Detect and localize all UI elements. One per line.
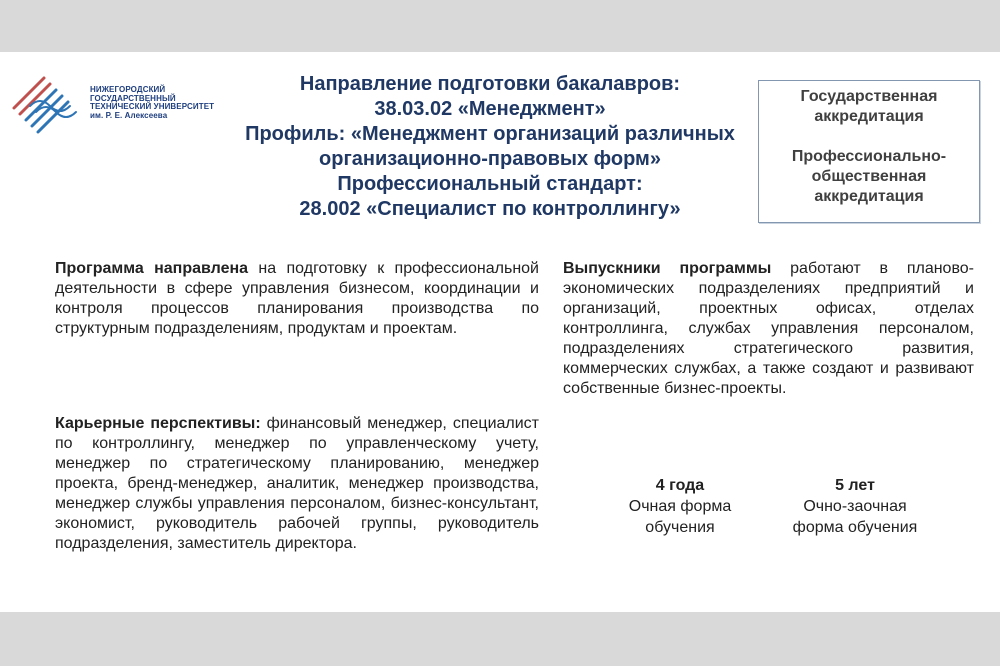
title-line-5: Профессиональный стандарт:	[337, 173, 643, 195]
career-text: финансовый менеджер, специалист по контроллингу, менеджер по управленческому учету, менеджер по стратегическому планированию, менеджер проекта, бренд-менеджер, аналитик, менеджер производства, менеджер службы управления персоналом, бизнес-консультант, экономист, руководитель рабочей группы, руководитель подразделения, заместитель директора.	[55, 415, 539, 552]
slide	[0, 52, 1000, 612]
state-accreditation: Государственная аккредитация	[800, 88, 938, 125]
logo-line-3: им. Р. Е. Алексеева	[90, 110, 168, 120]
study-form-fulltime	[610, 475, 750, 538]
professional-accreditation: Профессионально-общественная аккредитация	[791, 148, 947, 205]
program-lead: Программа направлена	[55, 260, 249, 277]
logo-line-1: НИЖЕГОРОДСКИЙ ГОСУДАРСТВЕННЫЙ	[90, 85, 176, 103]
career-lead: Карьерные перспективы:	[55, 415, 261, 432]
graduates-description	[563, 259, 974, 399]
study-duration: 4 года	[655, 477, 705, 494]
title-line-4: организационно-правовых форм»	[319, 148, 661, 170]
university-emblem-icon	[10, 66, 88, 146]
graduates-text: работают в планово-экономических подразделениях предприятий и организаций, проектных офисах, отделах контроллинга, службах управления персоналом, подразделениях стратегического развития, коммерческих службах, а также создают и развивают собственные бизнес-проекты.	[563, 260, 975, 397]
title-line-6: 28.002 «Специалист по контроллингу»	[299, 198, 681, 220]
graduates-lead: Выпускники программы	[563, 260, 772, 277]
study-duration: 5 лет	[835, 477, 875, 494]
page-title	[190, 72, 790, 222]
study-form-line-2: форма обучения	[792, 519, 918, 536]
study-form-line-2: обучения	[645, 519, 715, 536]
program-description	[55, 259, 539, 339]
accreditation-box	[758, 80, 980, 223]
study-form-line-1: Очно-заочная	[803, 498, 907, 515]
title-line-1: Направление подготовки бакалавров:	[299, 73, 681, 95]
title-line-2: 38.03.02 «Менеджмент»	[374, 98, 606, 120]
title-line-3: Профиль: «Менеджмент организаций различных	[245, 123, 735, 145]
study-form-line-1: Очная форма	[628, 498, 732, 515]
career-prospects	[55, 414, 539, 554]
logo-line-2: ТЕХНИЧЕСКИЙ УНИВЕРСИТЕТ	[90, 102, 215, 111]
study-form-parttime	[770, 475, 940, 538]
program-text: на подготовку к профессиональной деятельности в сфере управления бизнесом, координации и контроля процессов планирования производства по структурным подразделениям, продуктам и проектам.	[55, 260, 539, 337]
